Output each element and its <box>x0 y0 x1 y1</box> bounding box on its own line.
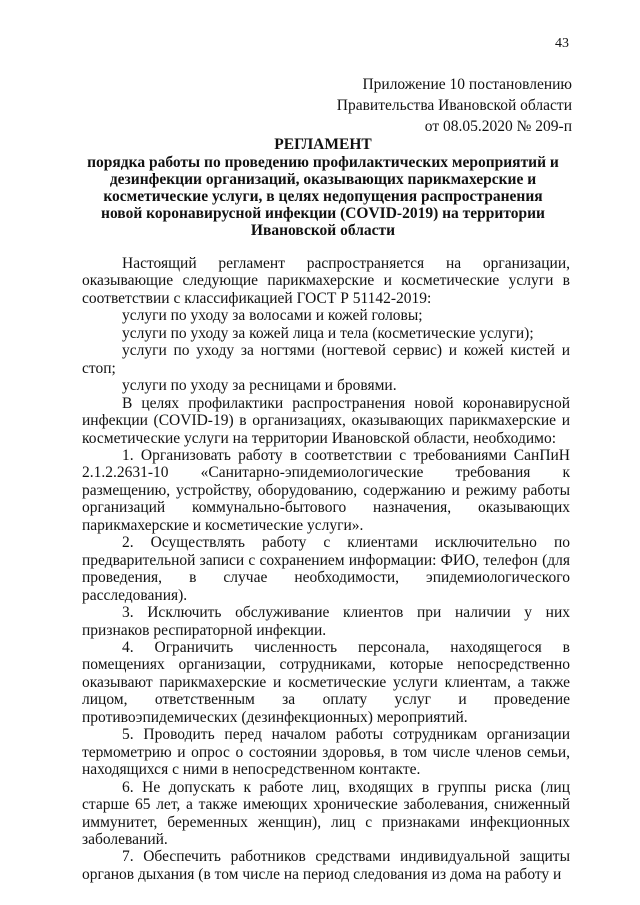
page-number: 43 <box>555 36 569 51</box>
paragraph: Настоящий регламент распространяется на организации, оказывающие следующие парикмахерские и косметические услуги в соответствии с классификацией ГОСТ Р 51142-2019: <box>82 255 570 307</box>
paragraph: 5. Проводить перед началом работы сотрудникам организации термометрию и опрос о состоянии здоровья, в том числе членов семьи, находящихся с ними в непосредственном контакте. <box>82 726 570 779</box>
appendix-line-1: Приложение 10 постановлению <box>362 76 572 93</box>
title-heading: РЕГЛАМЕНТ <box>274 136 372 153</box>
appendix-line-2: Правительства Ивановской области <box>336 97 572 114</box>
paragraph: 1. Организовать работу в соответствии с требованиями СанПиН 2.1.2.2631-10 «Санитарно-эпидемиологические требования к размещению, устройству, оборудованию, содержанию и режиму работы организаций коммунально-бытового назначения, оказывающих парикмахерские и косметические услуги». <box>82 446 570 534</box>
paragraph: 3. Исключить обслуживание клиентов при наличии у них признаков респираторной инфекции. <box>82 604 570 639</box>
paragraph: 6. Не допускать к работе лиц, входящих в группы риска (лиц старше 65 лет, а также имеющих хронические заболевания, сниженный иммунитет, беременных женщин), лиц с признаками инфекционных заболеваний. <box>82 778 570 848</box>
appendix-reference <box>337 74 572 137</box>
paragraph: В целях профилактики распространения новой коронавирусной инфекции (COVID-19) в организациях, оказывающих парикмахерские и косметические услуги на территории Ивановской области, необходимо: <box>82 394 570 447</box>
paragraph: 2. Осуществлять работу с клиентами исключительно по предварительной записи с сохранением информации: ФИО, телефон (для проведения, в случае необходимости, эпидемиологического расследования). <box>82 534 570 604</box>
document-title <box>82 136 564 239</box>
paragraph: услуги по уходу за волосами и кожей головы; <box>122 307 423 325</box>
title-subtitle: порядка работы по проведению профилактических мероприятий и дезинфекции организаций, оказывающих парикмахерские и косметические услуги, в целях недопущения распространения новой коронавирусной инфекции (COVID-2019) на территории Ивановской области <box>87 154 559 239</box>
appendix-line-3: от 08.05.2020 № 209-п <box>424 118 572 135</box>
document-body <box>82 255 570 883</box>
paragraph: 4. Ограничить численность персонала, находящегося в помещениях организации, сотрудниками, которые непосредственно оказывают парикмахерские и косметические услуги клиентам, а также лицом, ответственным за оплату услуг и проведение противоэпидемических (дезинфекционных) мероприятий. <box>82 638 570 726</box>
paragraph: услуги по уходу за ресницами и бровями. <box>122 377 397 395</box>
paragraph: 7. Обеспечить работников средствами индивидуальной защиты органов дыхания (в том числе на период следования из дома на работу и <box>82 848 570 883</box>
paragraph: услуги по уходу за кожей лица и тела (косметические услуги); <box>122 324 534 342</box>
paragraph: услуги по уходу за ногтями (ногтевой сервис) и кожей кистей и стоп; <box>82 342 570 377</box>
